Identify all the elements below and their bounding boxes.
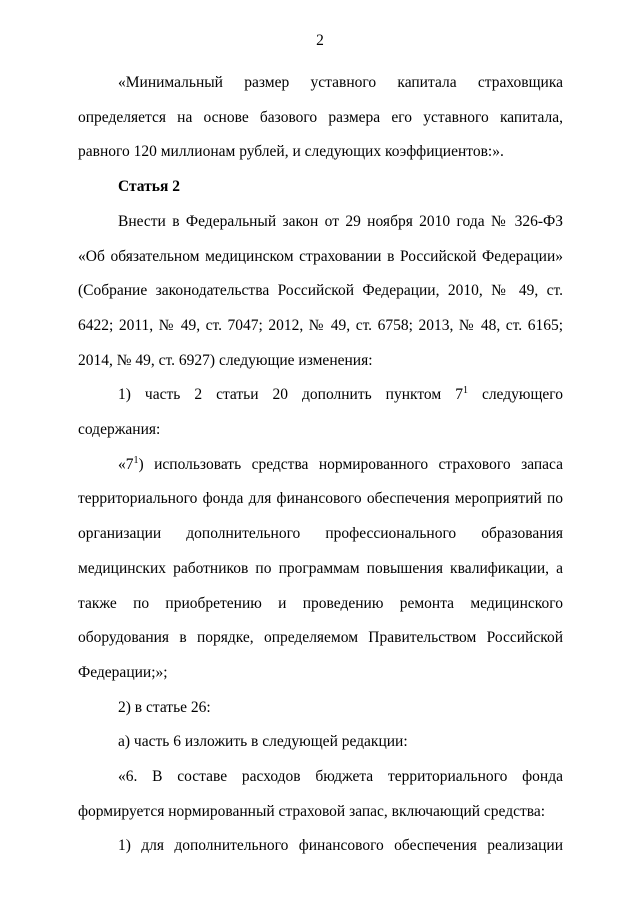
paragraph-item-1	[78, 378, 563, 447]
paragraph-item-2: 2) в статье 26:	[118, 698, 211, 716]
paragraph-subpoint-1: 1) для дополнительного финансового обеспечения реализации	[118, 837, 563, 855]
item-1-superscript: 1	[462, 385, 468, 397]
paragraph-quoted-part-6: «6. В составе расходов бюджета территориального фонда формируется нормированный страховой запас, включающий средства:	[78, 768, 563, 820]
quoted-point-superscript: 1	[133, 454, 139, 466]
paragraph-amend-law: Внести в Федеральный закон от 29 ноября 2010 года № 326-ФЗ «Об обязательном медицинском страховании в Российской Федерации» (Собрание законодательства Российской Федерации, 2010, № 49, ст. 6422; 2011, № 49, ст. 7047; 2012, № 49, ст. 6758; 2013, № 48, ст. 6165; 2014, № 49, ст. 6927) следующие изменения:	[78, 212, 563, 369]
quoted-point-text-after: ) использовать средства нормированного страхового запаса территориального фонда для финансового обеспечения мероприятий по организации дополнительного профессионального образования медицинских работников по программам повышения квалификации, а также по приобретению и проведению ремонта медицинского оборудования в порядке, определяемом Правительством Российской Федерации;»;	[78, 455, 563, 681]
page-number: 2	[316, 32, 324, 49]
item-1-text-before: 1) часть 2 статьи 20 дополнить пунктом 7	[118, 386, 463, 404]
document-body	[78, 66, 563, 864]
quoted-point-text-before: «7	[118, 455, 134, 473]
item-1-text-after: следующего содержания:	[78, 386, 563, 439]
article-heading: Статья 2	[118, 178, 180, 196]
paragraph-quoted-point	[78, 448, 563, 691]
paragraph-subitem-a: а) часть 6 изложить в следующей редакции:	[118, 733, 408, 751]
paragraph-capital-definition: «Минимальный размер уставного капитала страховщика определяется на основе базового размера его уставного капитала, равного 120 миллионам рублей, и следующих коэффициентов:».	[78, 74, 563, 161]
